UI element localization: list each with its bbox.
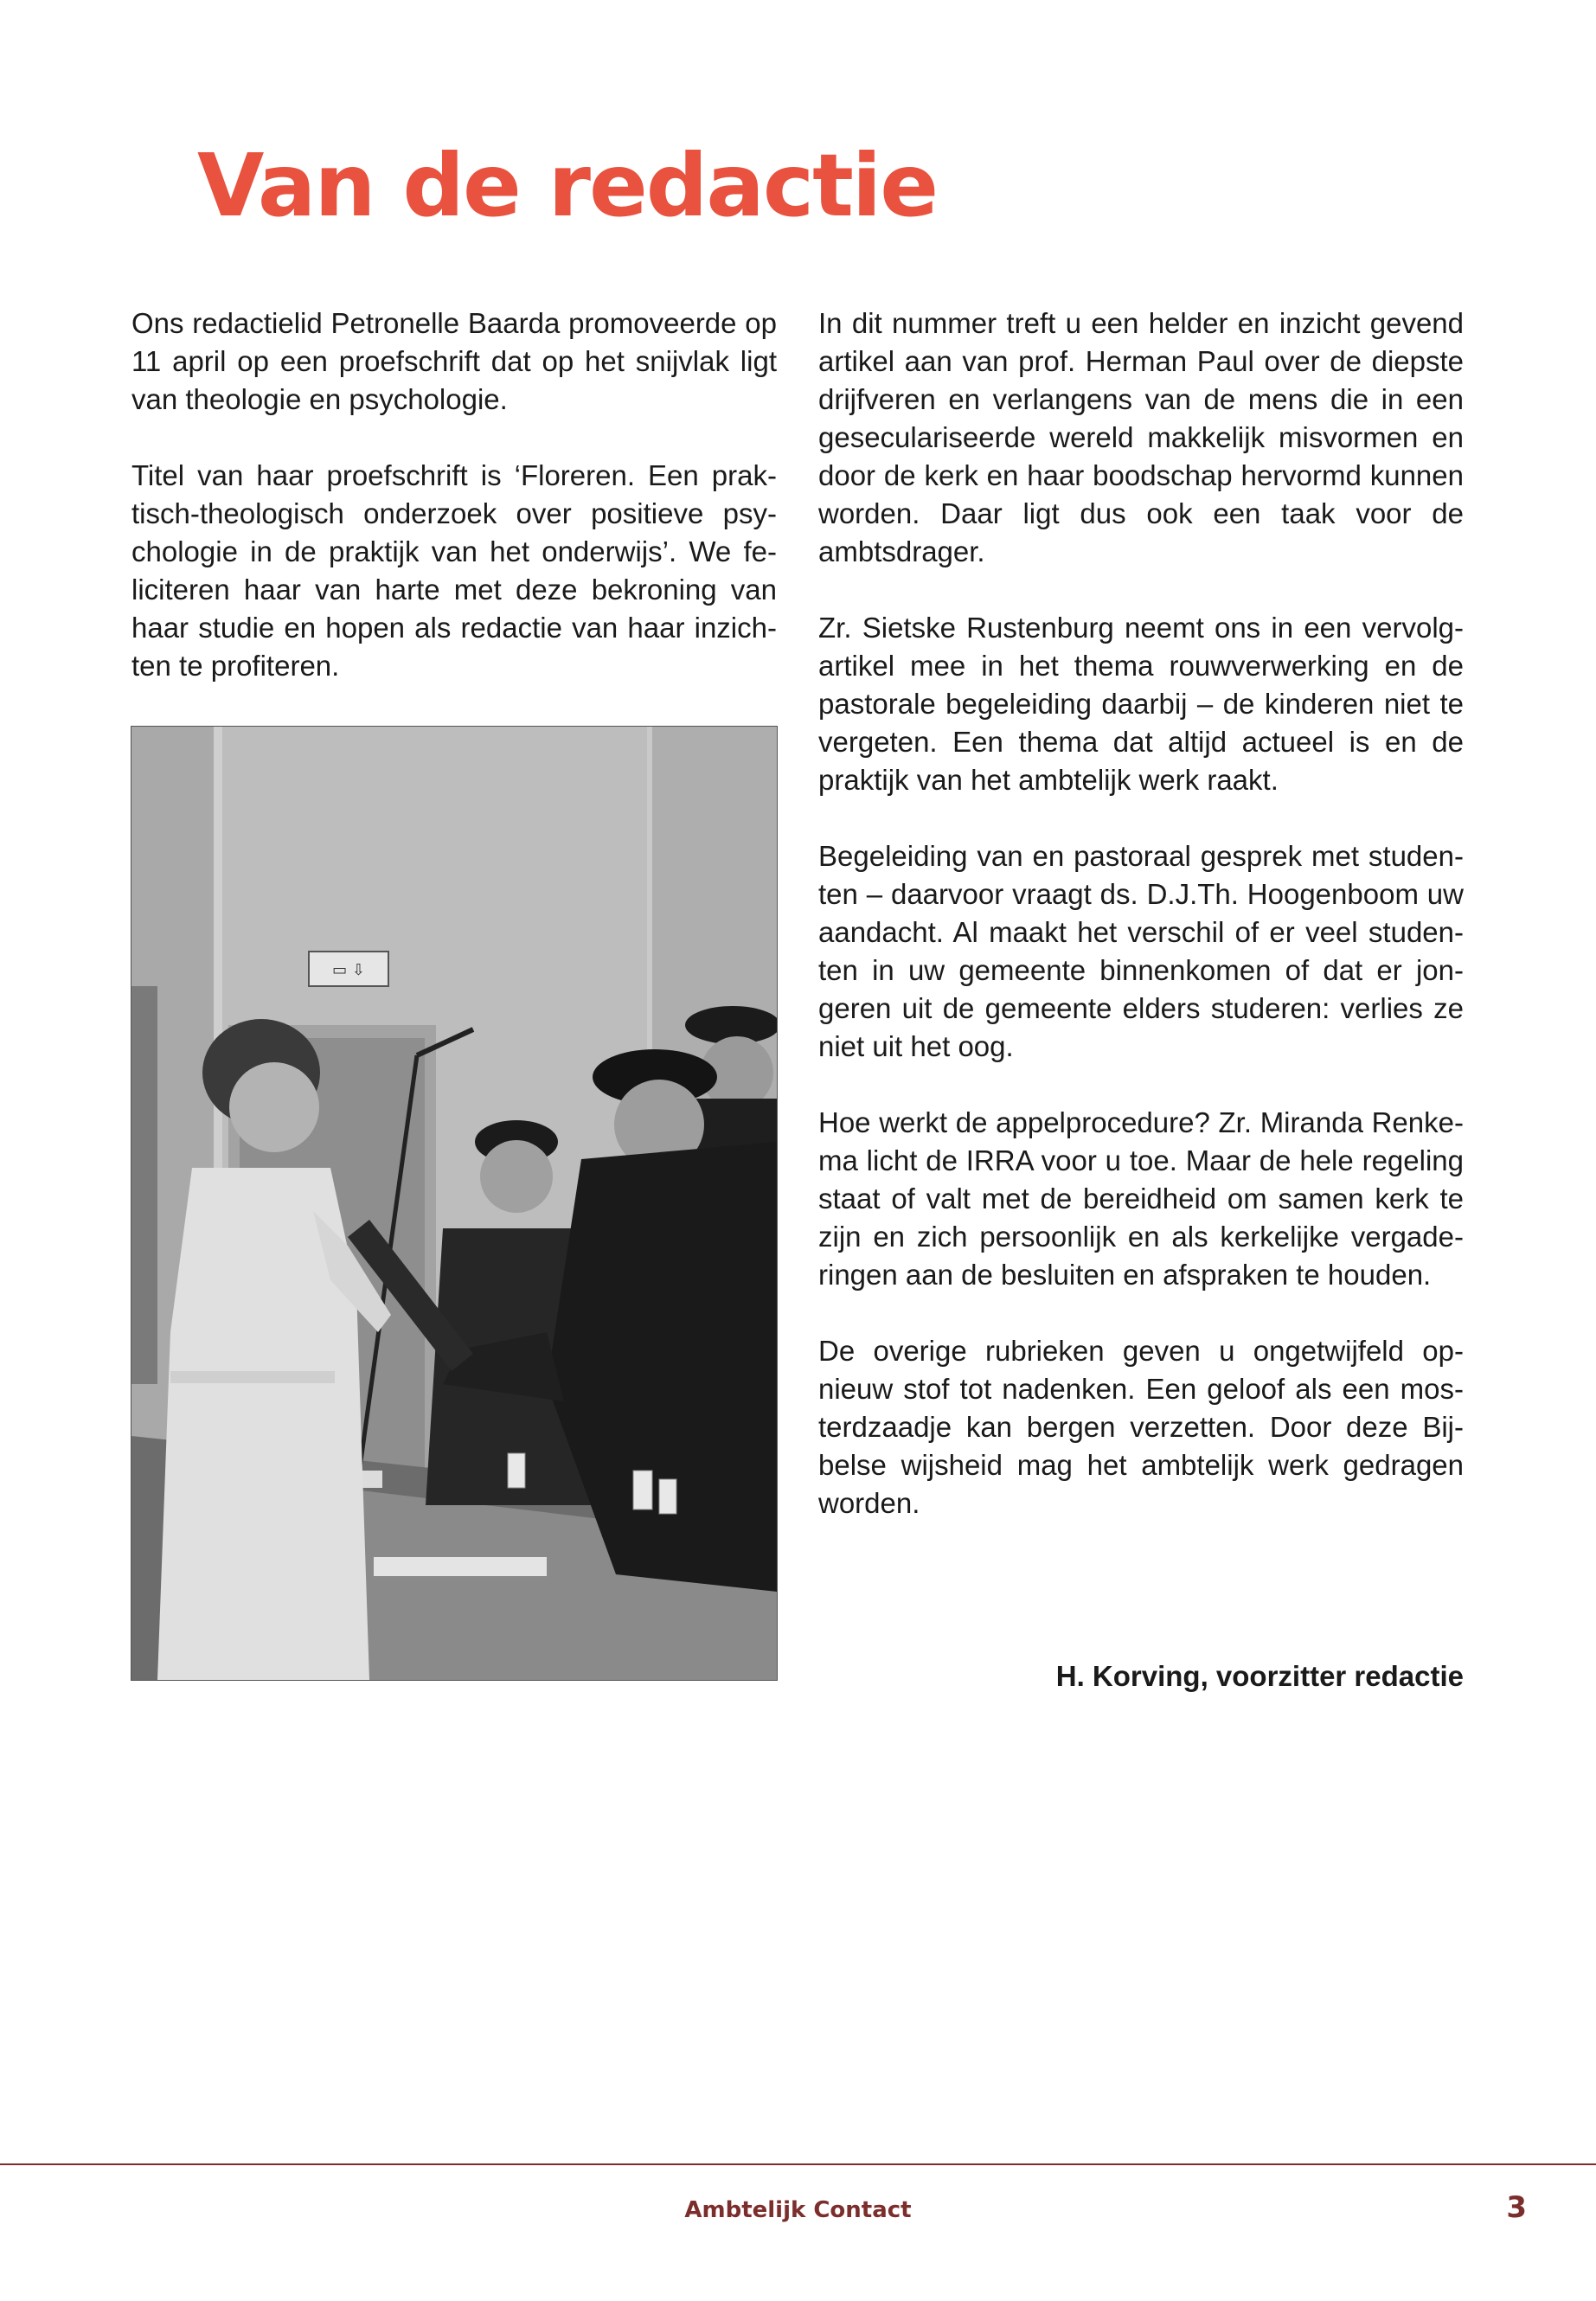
renkema-paragraph: Hoe werkt de appelprocedure? Zr. Miranda Renkema licht de IRRA voor u toe. Maar de hele regeling staat of valt met de bereidheid om samen kerk te zijn en zich persoonlijk en als kerkelijke vergaderingen aan de besluiten en afspraken te houden. — [818, 1106, 1464, 1291]
intro-paragraph: Ons redactielid Petronelle Baarda promoveerde op 11 april op een proefschrift dat op het snijvlak ligt van theologie en psychologie. — [131, 307, 777, 415]
right-column — [818, 304, 1464, 1561]
hoogenboom-paragraph: Begeleiding van en pastoraal gesprek met studenten – daarvoor vraagt ds. D.J.Th. Hoogenboom uw aandacht. Al maakt het verschil of er veel studenten in uw gemeente binnenkomen of dat er jongeren uit de gemeente elders studeren: verlies ze niet uit het oog. — [818, 840, 1464, 1062]
publication-title: Ambtelijk Contact — [684, 2197, 912, 2223]
closing-paragraph: De overige rubrieken geven u ongetwijfeld opnieuw stof tot nadenken. Een geloof als een mosterdzaadje kan bergen verzetten. Door deze Bijbelse wijsheid mag het ambtelijk werk gedragen worden. — [818, 1335, 1464, 1519]
dissertation-paragraph: Titel van haar proefschrift is ‘Floreren. Een praktisch-theologisch onderzoek over positieve psychologie in de praktijk van het onderwijs’. We feliciteren haar van harte met deze bekroning van haar studie en hopen als redactie van haar inzichten te profiteren. — [131, 459, 777, 682]
promotion-ceremony-photo — [131, 727, 777, 1680]
page-number: 3 — [1506, 2190, 1527, 2225]
herman-paul-paragraph: In dit nummer treft u een helder en inzicht gevend artikel aan van prof. Herman Paul over de diepste drijfveren en verlangens van de mens die in een geseculariseerde wereld makkelijk misvormen en door de kerk en haar boodschap hervormd kunnen worden. Daar ligt dus ook een taak voor de ambtsdrager. — [818, 307, 1464, 567]
footer-divider — [0, 2163, 1596, 2165]
editor-signature: H. Korving, voorzitter redactie — [1055, 1660, 1464, 1692]
rustenburg-paragraph: Zr. Sietske Rustenburg neemt ons in een vervolgartikel mee in het thema rouwverwerking en de pastorale begeleiding daarbij – de kinderen niet te vergeten. Een thema dat altijd actueel is en de praktijk van het ambtelijk werk raakt. — [818, 612, 1464, 796]
page-title: Van de redactie — [197, 135, 938, 236]
left-column — [131, 304, 777, 723]
svg-text:▭ ⇩: ▭ ⇩ — [332, 961, 365, 979]
